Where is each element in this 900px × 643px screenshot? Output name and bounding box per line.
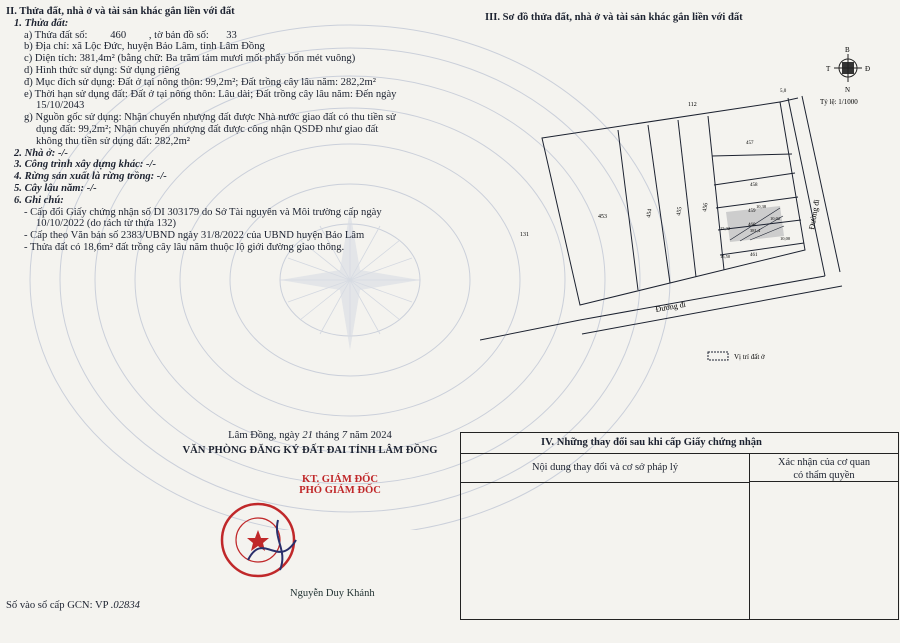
address-row: b) Địa chỉ: xã Lộc Đức, huyện Bảo Lâm, tỉnh Lâm Đồng <box>24 41 265 53</box>
construction-row: 3. Công trình xây dựng khác: -/- <box>14 159 157 171</box>
legend-swatch <box>708 352 728 360</box>
compass-west: T <box>826 65 831 73</box>
note-item: - Thửa đất có 18,6m² đất trồng cây lâu năm thuộc lộ giới đường giao thông. <box>24 241 345 253</box>
signer-title: PHÓ GIÁM ĐỐC <box>299 485 381 496</box>
origin-row-cont-2: không thu tiền sử dụng đất: 282,2m² <box>36 135 190 147</box>
road-label-south: Đường đi <box>654 299 687 314</box>
date-day: 21 <box>302 430 313 441</box>
origin-row: g) Nguồn gốc sử dụng: Nhận chuyển nhượng đất được Nhà nước giao đất có thu tiền sử <box>24 112 396 124</box>
use-term-row-cont: 15/10/2043 <box>36 100 85 112</box>
compass-south: N <box>845 86 851 94</box>
forest-row: 4. Rừng sản xuất là rừng trồng: -/- <box>14 171 167 183</box>
notes-heading: 6. Ghi chú: <box>14 194 64 206</box>
authority-confirmation-column <box>750 454 898 619</box>
parcel-label-457: 457 <box>746 141 754 146</box>
authority-header <box>750 454 898 482</box>
date-month: 7 <box>341 430 348 441</box>
dimension-label: 15,32 <box>720 226 731 231</box>
date-month-label: tháng <box>315 430 340 441</box>
note-item: 10/10/2022 (do tách từ thửa 132) <box>36 218 177 230</box>
parcel-label: a) Thửa đất số: <box>24 29 88 41</box>
dimension-label: 15,50 <box>720 254 731 259</box>
parcel-sketch-map <box>480 40 895 380</box>
use-purpose-row: đ) Mục đích sử dụng: Đất ở tại nông thôn: 99,2m²; Đất trồng cây lâu năm: 282,2m² <box>24 76 376 88</box>
dimension-label: 10,00 <box>780 236 791 241</box>
parcel-label-131: 131 <box>520 232 529 238</box>
parcel-label-458: 458 <box>750 183 758 188</box>
changes-content-header: Nội dung thay đổi và cơ sở pháp lý <box>461 454 749 483</box>
authority-header-line2: có thẩm quyền <box>793 470 855 481</box>
legend-label: Vị trí đất ở <box>734 353 765 361</box>
signer-kt: KT. GIÁM ĐỐC <box>301 474 379 485</box>
use-term-row: e) Thời hạn sử dụng đất: Đất ở tại nông thôn: Lâu dài; Đất trồng cây lâu năm: Đến ngày <box>24 88 397 100</box>
parcel-label-455: 455 <box>676 206 684 217</box>
origin-row-cont-1: dụng đất: 99,2m²; Nhận chuyển nhượng đất được công nhận QSDĐ như giao đất <box>36 123 379 135</box>
section-land-info <box>6 6 476 254</box>
dimension-label: 10,38 <box>756 204 767 209</box>
compass-north: B <box>845 46 850 54</box>
issue-date <box>160 430 460 441</box>
section4-title: IV. Những thay đổi sau khi cấp Giấy chứng nhận <box>461 433 898 454</box>
dimension-label: 10,02 <box>770 216 781 221</box>
dimension-label: 5,0 <box>780 89 787 94</box>
use-form-row: d) Hình thức sử dụng: Sử dụng riêng <box>24 64 180 76</box>
changes-content-column <box>461 454 750 619</box>
registry-label: Số vào sổ cấp GCN: VP <box>6 600 109 611</box>
parcel-number-row <box>6 30 476 42</box>
registry-value: .02834 <box>110 600 140 611</box>
perennial-row: 5. Cây lâu năm: -/- <box>14 182 97 194</box>
parcel-label-112: 112 <box>688 102 697 108</box>
signer-name: Nguyễn Duy Khánh <box>290 588 375 599</box>
date-prefix: Lâm Đồng, ngày <box>228 430 300 441</box>
area-label: 381,4 <box>750 228 761 233</box>
map-sheet-label: , tờ bản đồ số: <box>148 29 209 41</box>
house-row: 2. Nhà ở: -/- <box>14 147 68 159</box>
parcel-label-453: 453 <box>598 214 607 220</box>
parcel-label-461: 461 <box>750 253 758 258</box>
issuing-office: VĂN PHÒNG ĐĂNG KÝ ĐẤT ĐAI TỈNH LÂM ĐỒNG <box>182 445 438 456</box>
authority-header-line1: Xác nhận của cơ quan <box>777 457 871 468</box>
section2-title: II. Thửa đất, nhà ở và tài sản khác gắn liền với đất <box>6 6 235 17</box>
area-row: c) Diện tích: 381,4m² (bằng chữ: Ba trăm tám mươi mốt phẩy bốn mét vuông) <box>24 53 356 65</box>
parcel-label-459: 459 <box>748 209 756 214</box>
changes-table <box>460 432 899 620</box>
land-heading: 1. Thửa đất: <box>14 17 69 29</box>
section3-title: III. Sơ đồ thửa đất, nhà ở và tài sản khác gắn liền với đất <box>485 12 743 23</box>
parcel-label-460: 460 <box>748 223 756 228</box>
date-year: năm 2024 <box>349 430 392 441</box>
compass-east: Đ <box>865 65 871 73</box>
official-seal-icon <box>218 500 298 580</box>
map-scale: Tỷ lệ: 1/1000 <box>820 98 858 106</box>
map-sheet-number: 33 <box>226 29 237 41</box>
registry-number <box>6 600 140 611</box>
road-label-east: Đường đi <box>807 198 822 231</box>
parcel-label-456: 456 <box>702 202 710 213</box>
note-item: - Cấp theo Văn bản số 2383/UBND ngày 31/8/2022 của UBND huyện Bảo Lâm <box>24 230 365 242</box>
parcel-label-454: 454 <box>646 208 654 219</box>
signature-block <box>160 430 460 496</box>
parcel-number: 460 <box>110 29 127 41</box>
note-item: - Cấp đổi Giấy chứng nhận số DI 303179 do Sở Tài nguyên và Môi trường cấp ngày <box>24 206 382 218</box>
compass-icon <box>834 54 862 82</box>
